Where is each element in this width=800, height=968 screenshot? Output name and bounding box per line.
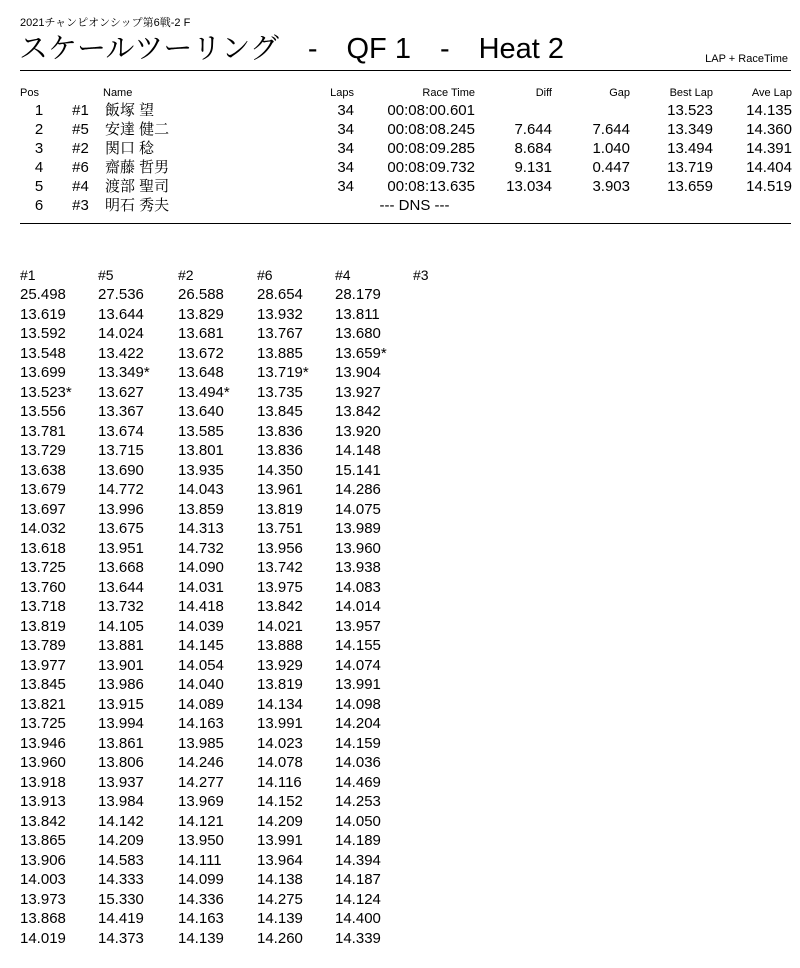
lap-time: 13.960 xyxy=(20,754,66,771)
lap-time: 14.040 xyxy=(178,676,224,693)
car-number: #4 xyxy=(72,178,89,195)
result-row xyxy=(20,177,792,196)
lap-time: 13.367 xyxy=(98,403,144,420)
lap-time: 14.023 xyxy=(257,734,303,752)
lap-time: 14.019 xyxy=(20,929,66,947)
lap-time: 13.725 xyxy=(20,559,66,576)
race-time: --- DNS --- xyxy=(379,197,450,214)
gap: 3.903 xyxy=(592,178,630,195)
lap-time: 13.592 xyxy=(20,325,66,342)
pos: 5 xyxy=(34,178,44,195)
lap-time: 13.627 xyxy=(98,383,144,401)
diff: 7.644 xyxy=(514,121,552,138)
lap-time: 13.422 xyxy=(98,344,144,362)
col-best-lap: Best Lap xyxy=(669,87,713,99)
lap-time: 13.718 xyxy=(20,598,66,615)
lap-time: 14.339 xyxy=(335,929,381,947)
lap-time: 13.969 xyxy=(178,793,224,810)
ave-lap: 14.360 xyxy=(746,121,792,138)
result-row xyxy=(20,196,792,215)
lap-time: 14.075 xyxy=(335,500,381,518)
lap-time: 13.960 xyxy=(335,539,381,557)
lap-time: 13.821 xyxy=(20,695,66,713)
race-time: 00:08:08.245 xyxy=(387,121,475,138)
lap-time: 14.189 xyxy=(335,832,381,849)
car-number: #3 xyxy=(72,197,89,214)
lap-time: 13.918 xyxy=(20,773,66,791)
lap-time: 13.991 xyxy=(335,676,381,693)
lap-time: 13.675 xyxy=(98,520,144,537)
lap-time: 13.961 xyxy=(257,481,303,498)
results-body xyxy=(20,101,792,215)
diff xyxy=(475,101,552,120)
col-name: Name xyxy=(103,87,133,99)
laps: 34 xyxy=(337,102,354,119)
lap-time: 13.977 xyxy=(20,656,66,674)
lap-time: 13.697 xyxy=(20,500,66,518)
lap-time: 13.690 xyxy=(98,461,144,479)
lap-time: 13.494* xyxy=(178,383,230,401)
lap-column xyxy=(178,266,258,948)
lap-time: 14.400 xyxy=(335,910,381,927)
lap-column-header: #4 xyxy=(335,267,351,283)
lap-time: 14.083 xyxy=(335,578,381,596)
lap-time: 13.668 xyxy=(98,559,144,576)
lap-time: 13.659* xyxy=(335,344,387,362)
lap-time: 14.275 xyxy=(257,890,303,908)
lap-time: 14.209 xyxy=(98,832,144,849)
results-header-row xyxy=(20,85,792,101)
lap-time: 14.163 xyxy=(178,910,224,927)
lap-time: 13.829 xyxy=(178,305,224,323)
lap-time: 14.163 xyxy=(178,715,224,732)
lap-time: 14.043 xyxy=(178,481,224,498)
gap: 1.040 xyxy=(592,140,630,157)
lap-time: 13.548 xyxy=(20,344,66,362)
lap-time: 13.985 xyxy=(178,734,224,752)
lap-time: 13.648 xyxy=(178,364,224,381)
car-number: #5 xyxy=(72,121,89,138)
lap-time: 13.859 xyxy=(178,500,224,518)
race-time: 00:08:09.285 xyxy=(387,140,475,157)
driver-name: 飯塚 望 xyxy=(105,102,155,119)
lap-time: 14.024 xyxy=(98,325,144,342)
lap-time: 14.014 xyxy=(335,598,381,615)
car-number: #6 xyxy=(72,159,89,176)
lap-time: 14.350 xyxy=(257,461,303,479)
lap-time: 14.772 xyxy=(98,481,144,498)
lap-time: 13.836 xyxy=(257,422,303,440)
lap-time: 13.836 xyxy=(257,442,303,459)
lap-time: 13.735 xyxy=(257,383,303,401)
lap-column xyxy=(98,266,178,948)
lap-time: 13.680 xyxy=(335,325,381,342)
lap-time: 14.031 xyxy=(178,578,224,596)
lap-time: 14.003 xyxy=(20,871,66,888)
lap-time: 14.418 xyxy=(178,598,224,615)
lap-time: 13.991 xyxy=(257,715,303,732)
ave-lap xyxy=(713,196,792,215)
race-time: 00:08:13.635 xyxy=(387,178,475,195)
lap-time: 14.187 xyxy=(335,871,381,888)
lap-time: 13.927 xyxy=(335,383,381,401)
lap-time: 13.789 xyxy=(20,637,66,654)
car-number: #2 xyxy=(72,140,89,157)
best-lap: 13.494 xyxy=(667,140,713,157)
lap-time: 13.989 xyxy=(335,520,381,537)
lap-time: 13.957 xyxy=(335,617,381,635)
lap-time: 14.336 xyxy=(178,890,224,908)
lap-time: 13.681 xyxy=(178,325,224,342)
laps: 34 xyxy=(337,159,354,176)
lap-time: 13.842 xyxy=(20,812,66,830)
lap-time: 13.672 xyxy=(178,344,224,362)
lap-time: 14.050 xyxy=(335,812,381,830)
lap-time: 14.134 xyxy=(257,695,303,713)
result-row xyxy=(20,120,792,139)
lap-time: 14.419 xyxy=(98,910,144,927)
lap-time: 14.583 xyxy=(98,851,144,869)
lap-time: 13.819 xyxy=(20,617,66,635)
lap-time: 13.938 xyxy=(335,559,381,576)
lap-time: 13.751 xyxy=(257,520,303,537)
lap-time: 14.099 xyxy=(178,871,224,888)
lap-time: 13.760 xyxy=(20,578,66,596)
ave-lap: 14.135 xyxy=(746,102,792,119)
result-row xyxy=(20,101,792,120)
lap-time: 14.732 xyxy=(178,539,224,557)
diff: 13.034 xyxy=(506,178,552,195)
lap-time: 13.881 xyxy=(98,637,144,654)
lap-time: 28.654 xyxy=(257,286,303,303)
gap xyxy=(552,101,630,120)
lap-time: 13.975 xyxy=(257,578,303,596)
lap-time: 14.054 xyxy=(178,656,224,674)
lap-time: 13.904 xyxy=(335,364,381,381)
pos: 1 xyxy=(34,102,44,119)
lap-time: 14.105 xyxy=(98,617,144,635)
lap-time: 13.888 xyxy=(257,637,303,654)
lap-time: 14.116 xyxy=(257,773,302,791)
lap-column-header: #5 xyxy=(98,267,114,283)
ave-lap: 14.519 xyxy=(746,178,792,195)
lap-time: 14.098 xyxy=(335,695,381,713)
lap-time: 28.179 xyxy=(335,286,381,303)
lap-time: 13.523* xyxy=(20,383,72,401)
lap-time: 14.333 xyxy=(98,871,144,888)
lap-time: 14.089 xyxy=(178,695,224,713)
lap-time: 14.155 xyxy=(335,637,381,654)
lap-time: 13.644 xyxy=(98,305,144,323)
laps: 34 xyxy=(337,121,354,138)
lap-time: 13.929 xyxy=(257,656,303,674)
lap-time: 13.811 xyxy=(335,305,380,323)
lap-time: 13.920 xyxy=(335,422,381,440)
lap-time: 13.618 xyxy=(20,539,66,557)
lap-time: 14.036 xyxy=(335,754,381,771)
lap-time: 14.121 xyxy=(178,812,224,830)
lap-time: 13.915 xyxy=(98,695,144,713)
lap-time: 13.885 xyxy=(257,344,303,362)
lap-time: 13.842 xyxy=(257,598,303,615)
lap-time: 13.994 xyxy=(98,715,144,732)
lap-time: 13.964 xyxy=(257,851,303,869)
lap-time: 13.996 xyxy=(98,500,144,518)
diff: 8.684 xyxy=(514,140,552,157)
col-pos: Pos xyxy=(20,87,39,99)
lap-time: 13.901 xyxy=(98,656,144,674)
diff: 9.131 xyxy=(514,159,552,176)
driver-name: 渡部 聖司 xyxy=(105,178,170,195)
lap-time: 14.286 xyxy=(335,481,381,498)
lap-time: 13.819 xyxy=(257,500,303,518)
lap-column-header: #3 xyxy=(413,267,429,283)
timing-mode: LAP + RaceTime xyxy=(705,53,788,65)
result-row xyxy=(20,139,792,158)
lap-time: 14.139 xyxy=(257,910,303,927)
best-lap: 13.659 xyxy=(667,178,713,195)
lap-time: 15.141 xyxy=(335,461,381,479)
lap-time: 13.946 xyxy=(20,734,66,752)
col-race-time: Race Time xyxy=(422,87,475,99)
lap-time: 14.074 xyxy=(335,656,381,674)
pos: 2 xyxy=(34,121,44,138)
lap-time: 13.742 xyxy=(257,559,303,576)
lap-column xyxy=(20,266,100,948)
lap-time: 14.138 xyxy=(257,871,303,888)
lap-time: 13.950 xyxy=(178,832,224,849)
driver-name: 関口 稔 xyxy=(105,140,155,157)
lap-time: 13.719* xyxy=(257,364,309,381)
results-table xyxy=(20,85,792,215)
lap-time: 13.674 xyxy=(98,422,144,440)
lap-time: 13.845 xyxy=(20,676,66,693)
lap-time: 13.619 xyxy=(20,305,66,323)
lap-time: 14.373 xyxy=(98,929,144,947)
lap-time: 14.039 xyxy=(178,617,224,635)
lap-time: 13.349* xyxy=(98,364,150,381)
lap-time: 14.469 xyxy=(335,773,381,791)
lap-time: 14.124 xyxy=(335,890,381,908)
gap: 0.447 xyxy=(592,159,630,176)
lap-time: 13.937 xyxy=(98,773,144,791)
lap-time: 13.991 xyxy=(257,832,303,849)
lap-time: 13.715 xyxy=(98,442,144,459)
lap-time: 14.313 xyxy=(178,520,224,537)
lap-time: 14.111 xyxy=(178,851,222,869)
lap-time: 14.142 xyxy=(98,812,144,830)
lap-column-header: #1 xyxy=(20,267,36,283)
diff xyxy=(475,196,552,215)
lap-time: 13.801 xyxy=(178,442,224,459)
col-gap: Gap xyxy=(609,87,630,99)
lap-time: 14.260 xyxy=(257,929,303,947)
lap-time: 14.159 xyxy=(335,734,381,752)
lap-time: 13.644 xyxy=(98,578,144,596)
laps: 34 xyxy=(337,178,354,195)
lap-column xyxy=(413,266,493,285)
driver-name: 齋藤 哲男 xyxy=(105,159,170,176)
lap-time: 14.032 xyxy=(20,520,66,537)
lap-time: 15.330 xyxy=(98,890,144,908)
col-laps: Laps xyxy=(330,87,354,99)
lap-time: 14.139 xyxy=(178,929,224,947)
header-divider xyxy=(20,70,791,71)
lap-time: 13.951 xyxy=(98,539,144,557)
lap-time: 13.556 xyxy=(20,403,66,420)
lap-time: 13.986 xyxy=(98,676,144,693)
result-row xyxy=(20,158,792,177)
laps: 34 xyxy=(337,140,354,157)
lap-time: 13.935 xyxy=(178,461,224,479)
lap-time: 13.819 xyxy=(257,676,303,693)
lap-time: 13.638 xyxy=(20,461,66,479)
lap-time: 14.145 xyxy=(178,637,224,654)
lap-time: 14.078 xyxy=(257,754,303,771)
lap-column xyxy=(335,266,415,948)
lap-time: 14.246 xyxy=(178,754,224,771)
lap-time: 13.906 xyxy=(20,851,66,869)
lap-time: 13.679 xyxy=(20,481,66,498)
lap-time: 13.932 xyxy=(257,305,303,323)
driver-name: 安達 健二 xyxy=(105,121,170,138)
lap-time: 14.394 xyxy=(335,851,381,869)
lap-time: 13.973 xyxy=(20,890,66,908)
car-number: #1 xyxy=(72,102,89,119)
best-lap xyxy=(630,196,713,215)
lap-time: 13.585 xyxy=(178,422,224,440)
col-number xyxy=(58,85,103,101)
race-time: 00:08:09.732 xyxy=(387,159,475,176)
lap-time: 13.861 xyxy=(98,734,144,752)
lap-time: 14.090 xyxy=(178,559,224,576)
lap-time: 14.021 xyxy=(257,617,303,635)
col-ave-lap: Ave Lap xyxy=(751,87,792,99)
lap-time: 13.842 xyxy=(335,403,381,420)
lap-time: 14.204 xyxy=(335,715,381,732)
lap-time: 13.725 xyxy=(20,715,66,732)
lap-time: 26.588 xyxy=(178,286,224,303)
lap-time: 14.277 xyxy=(178,773,224,791)
lap-time: 13.956 xyxy=(257,539,303,557)
lap-time: 13.699 xyxy=(20,364,66,381)
pos: 3 xyxy=(34,140,44,157)
lap-time: 13.729 xyxy=(20,442,66,459)
page-title: スケールツーリング - QF 1 - Heat 2 xyxy=(19,33,565,65)
results-divider xyxy=(20,223,791,224)
pos: 6 xyxy=(34,197,44,214)
lap-column-header: #2 xyxy=(178,267,194,283)
lap-time: 13.640 xyxy=(178,403,224,420)
best-lap: 13.349 xyxy=(667,121,713,138)
lap-time: 25.498 xyxy=(20,286,66,303)
lap-column xyxy=(257,266,337,948)
lap-time: 13.865 xyxy=(20,832,66,849)
lap-time: 13.732 xyxy=(98,598,144,615)
race-time: 00:08:00.601 xyxy=(387,102,475,119)
gap: 7.644 xyxy=(592,121,630,138)
lap-time: 14.152 xyxy=(257,793,303,810)
ave-lap: 14.404 xyxy=(746,159,792,176)
driver-name: 明石 秀夫 xyxy=(105,197,170,214)
best-lap: 13.523 xyxy=(667,102,713,119)
event-name: 2021チャンピオンシップ第6戦-2 F xyxy=(20,17,191,29)
laps xyxy=(323,196,354,215)
lap-time: 14.253 xyxy=(335,793,381,810)
lap-time: 13.913 xyxy=(20,793,66,810)
pos: 4 xyxy=(34,159,44,176)
lap-column-header: #6 xyxy=(257,267,273,283)
lap-time: 13.845 xyxy=(257,403,303,420)
lap-time: 27.536 xyxy=(98,286,144,303)
lap-time: 13.781 xyxy=(20,422,66,440)
gap xyxy=(552,196,630,215)
lap-time: 13.806 xyxy=(98,754,144,771)
lap-time: 13.868 xyxy=(20,910,66,927)
lap-time: 14.148 xyxy=(335,442,381,459)
lap-time: 13.767 xyxy=(257,325,303,342)
best-lap: 13.719 xyxy=(667,159,713,176)
lap-time: 13.984 xyxy=(98,793,144,810)
ave-lap: 14.391 xyxy=(746,140,792,157)
lap-time: 14.209 xyxy=(257,812,303,830)
col-diff: Diff xyxy=(535,87,552,99)
